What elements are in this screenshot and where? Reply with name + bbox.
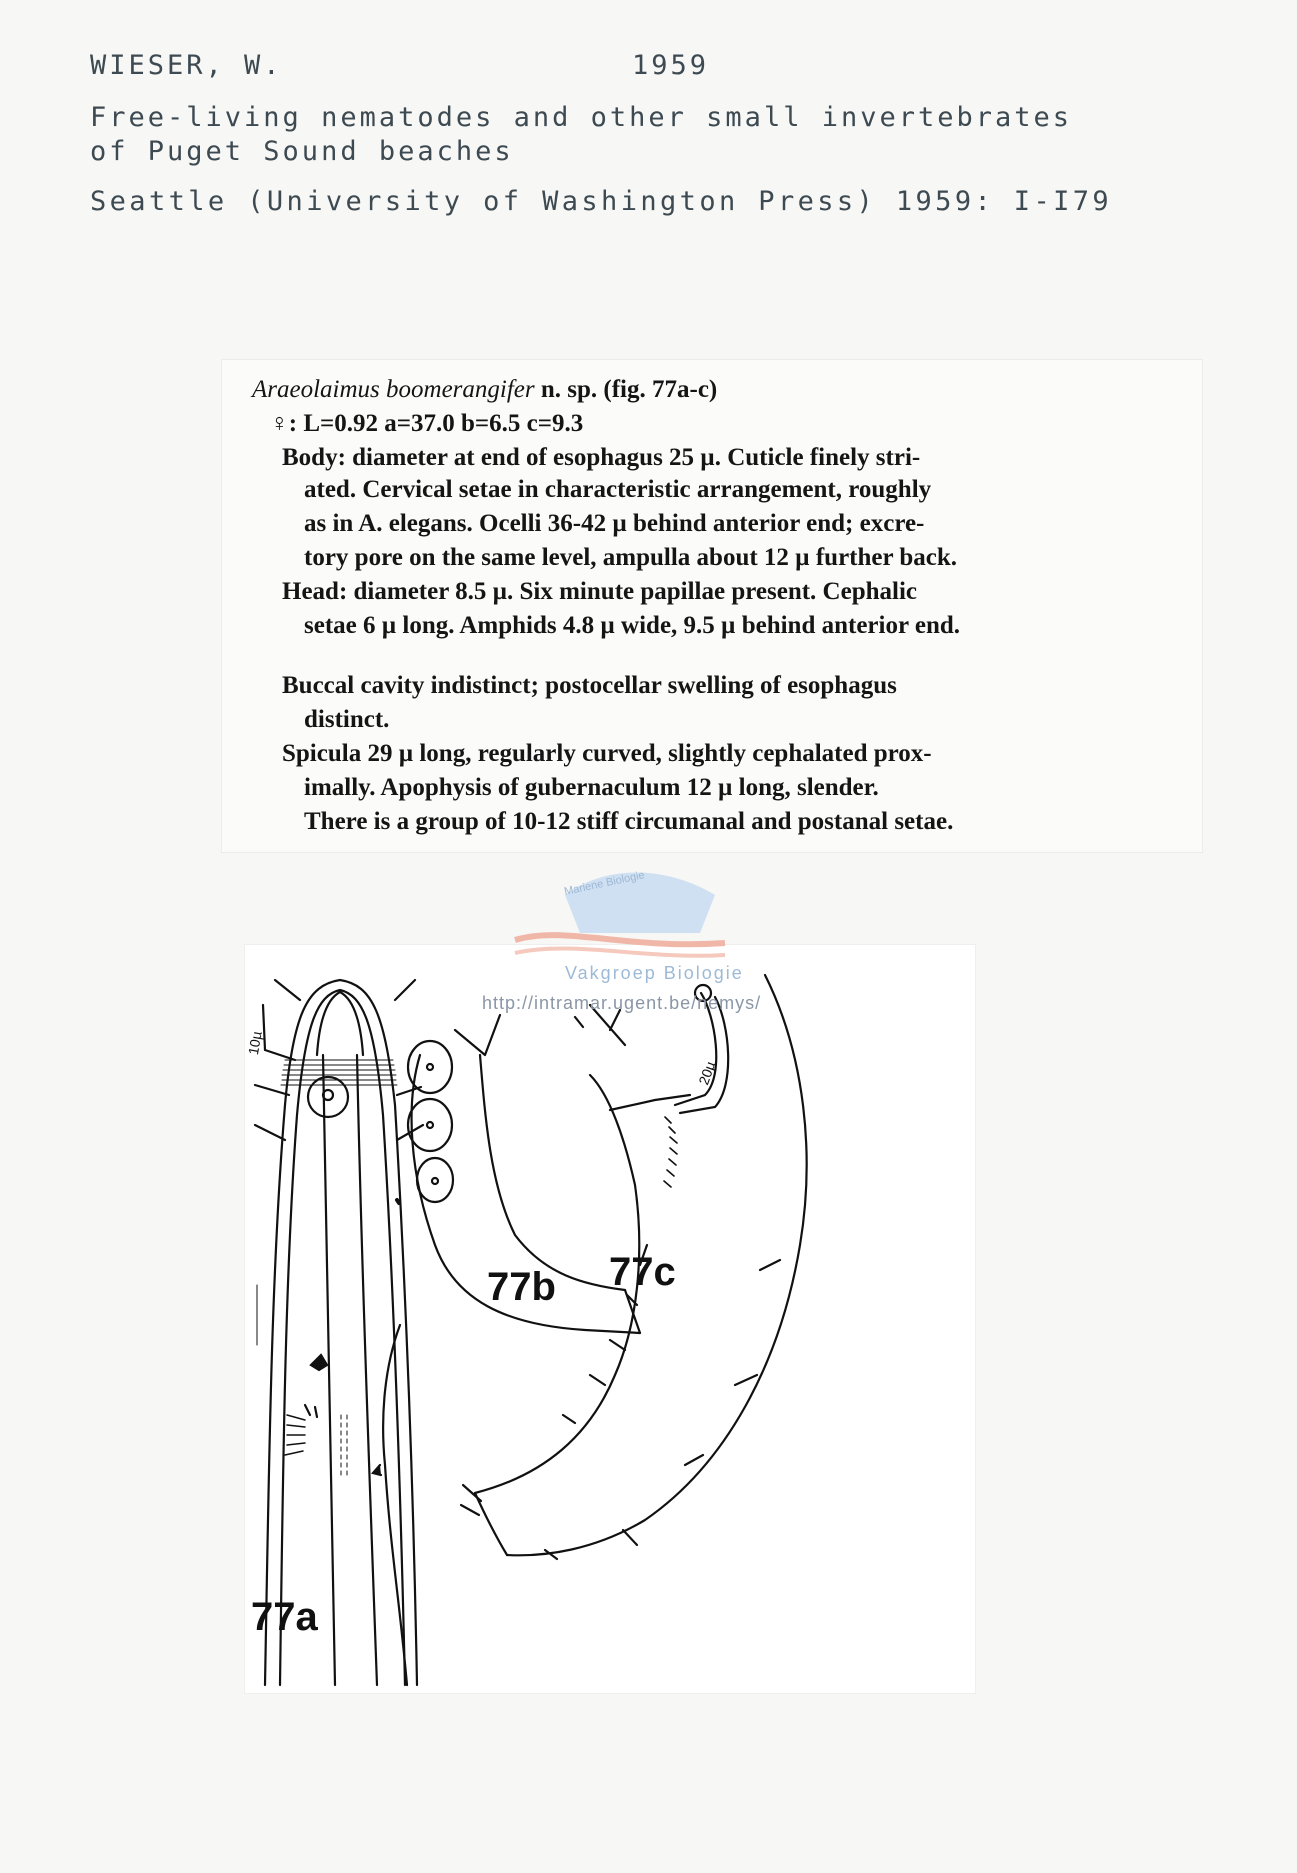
desc-line: setae 6 µ long. Amphids 4.8 µ wide, 9.5 µ behind anterior end.: [304, 612, 961, 639]
mariene-biologie-logo-icon: [505, 855, 735, 965]
title-line-1: Free-living nematodes and other small invertebrates: [90, 102, 1073, 133]
female-measurements: ♀: L=0.92 a=37.0 b=6.5 c=9.3: [270, 410, 584, 437]
scale-bar-77a-label: 10µ: [244, 1029, 265, 1057]
desc-line: There is a group of 10-12 stiff circumanal and postanal setae.: [304, 808, 954, 835]
source-citation: Seattle (University of Washington Press) 1959: I-I79: [90, 186, 1113, 217]
label-77c: 77c: [609, 1250, 676, 1294]
nematode-figure: [245, 945, 975, 1693]
desc-line: imally. Apophysis of gubernaculum 12 µ long, slender.: [304, 774, 879, 801]
species-heading: [252, 376, 717, 404]
desc-line: as in A. elegans. Ocelli 36-42 µ behind anterior end; excre-: [304, 510, 925, 537]
scale-bar-77c-label: 20µ: [695, 1059, 719, 1087]
desc-line: tory pore on the same level, ampulla about 12 µ further back.: [304, 544, 958, 571]
svg-text:Mariene Biologie: Mariene Biologie: [563, 869, 646, 898]
species-suffix: n. sp. (fig. 77a-c): [540, 376, 718, 403]
desc-line: Buccal cavity indistinct; postocellar swelling of esophagus: [282, 672, 897, 699]
desc-line: Body: diameter at end of esophagus 25 µ. Cuticle finely stri-: [282, 444, 921, 471]
desc-line: Head: diameter 8.5 µ. Six minute papillae present. Cephalic: [282, 578, 917, 605]
figure-77a-drawing: [255, 980, 423, 1685]
description-clipping: [222, 360, 1202, 852]
author: WIESER, W.: [90, 50, 283, 81]
watermark-url[interactable]: http://intramar.ugent.be/nemys/: [482, 993, 762, 1013]
label-77b: 77b: [487, 1265, 556, 1309]
desc-line: ated. Cervical setae in characteristic arrangement, roughly: [304, 476, 932, 503]
title-line-2: of Puget Sound beaches: [90, 136, 514, 167]
label-77a: 77a: [251, 1595, 318, 1639]
desc-line: distinct.: [304, 706, 390, 733]
species-name: Araeolaimus boomerangifer: [252, 376, 535, 403]
watermark-dept: Vakgroep Biologie: [565, 963, 744, 983]
desc-line: Spicula 29 µ long, regularly curved, slightly cephalated prox-: [282, 740, 932, 767]
year: 1959: [632, 50, 710, 81]
